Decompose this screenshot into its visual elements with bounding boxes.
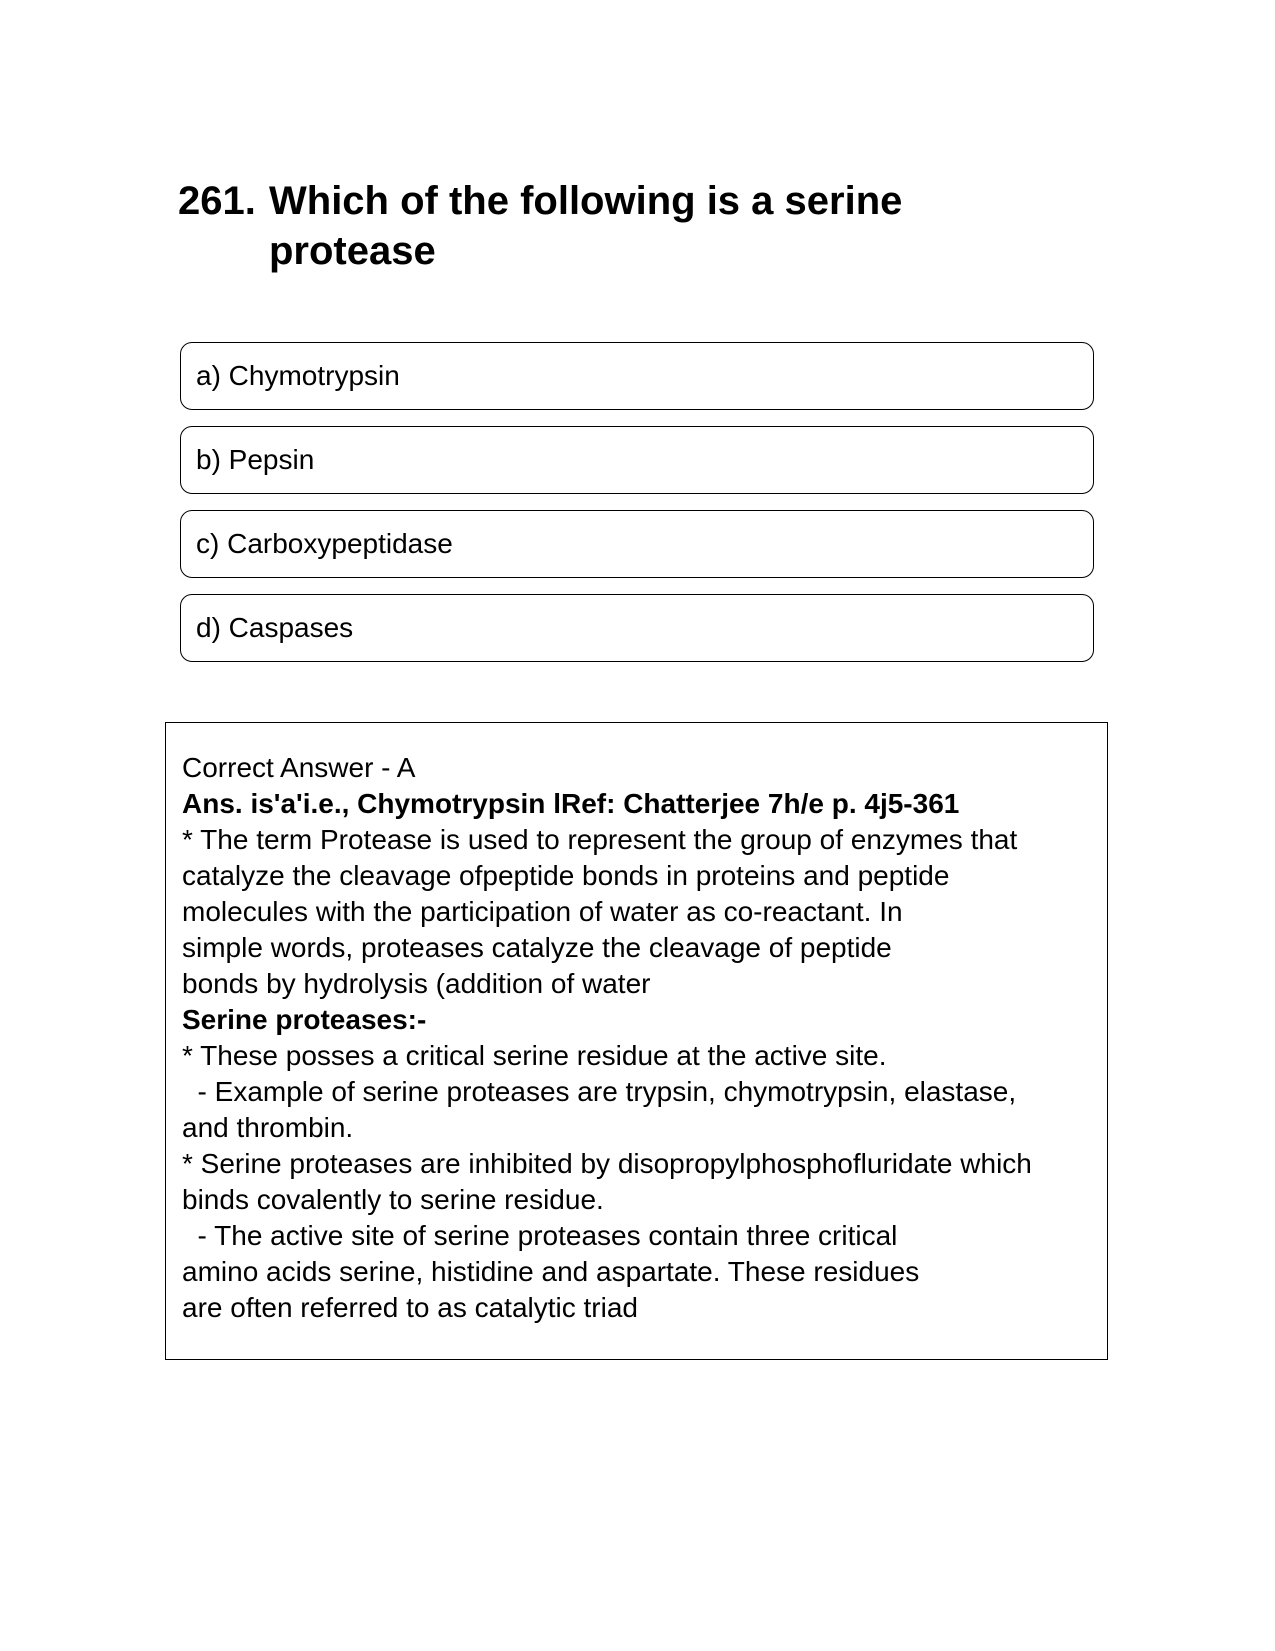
serine-line: and thrombin. [182, 1112, 354, 1143]
question-number: 261. [178, 179, 256, 223]
explanation-line: catalyze the cleavage ofpeptide bonds in proteins and peptide [182, 860, 950, 891]
option-b[interactable]: b) Pepsin [180, 426, 1094, 494]
explanation-line: * The term Protease is used to represent the group of enzymes that [182, 824, 1018, 855]
explanation-line: molecules with the participation of water as co-reactant. In [182, 896, 903, 927]
serine-line: are often referred to as catalytic triad [182, 1292, 638, 1323]
correct-answer-line: Correct Answer - A [182, 752, 416, 783]
option-a[interactable]: a) Chymotrypsin [180, 342, 1094, 410]
question-text: Which of the following is a serine protease [269, 179, 903, 273]
option-c[interactable]: c) Carboxypeptidase [180, 510, 1094, 578]
serine-line: binds covalently to serine residue. [182, 1184, 604, 1215]
serine-line: * These posses a critical serine residue at the active site. [182, 1040, 887, 1071]
serine-proteases-heading: Serine proteases:- [182, 1004, 427, 1035]
options-list [180, 342, 1094, 678]
answer-explanation-box [165, 722, 1108, 1360]
explanation-line: bonds by hydrolysis (addition of water [182, 968, 651, 999]
option-d[interactable]: d) Caspases [180, 594, 1094, 662]
question-heading [178, 176, 978, 276]
serine-line: - The active site of serine proteases contain three critical [182, 1220, 898, 1251]
answer-reference-line: Ans. is'a'i.e., Chymotrypsin lRef: Chatterjee 7h/e p. 4j5-361 [182, 788, 960, 819]
serine-line: - Example of serine proteases are trypsin, chymotrypsin, elastase, [182, 1076, 1017, 1107]
explanation-line: simple words, proteases catalyze the cleavage of peptide [182, 932, 892, 963]
serine-line: amino acids serine, histidine and aspartate. These residues [182, 1256, 920, 1287]
serine-line: * Serine proteases are inhibited by disopropylphosphofluridate which [182, 1148, 1032, 1179]
